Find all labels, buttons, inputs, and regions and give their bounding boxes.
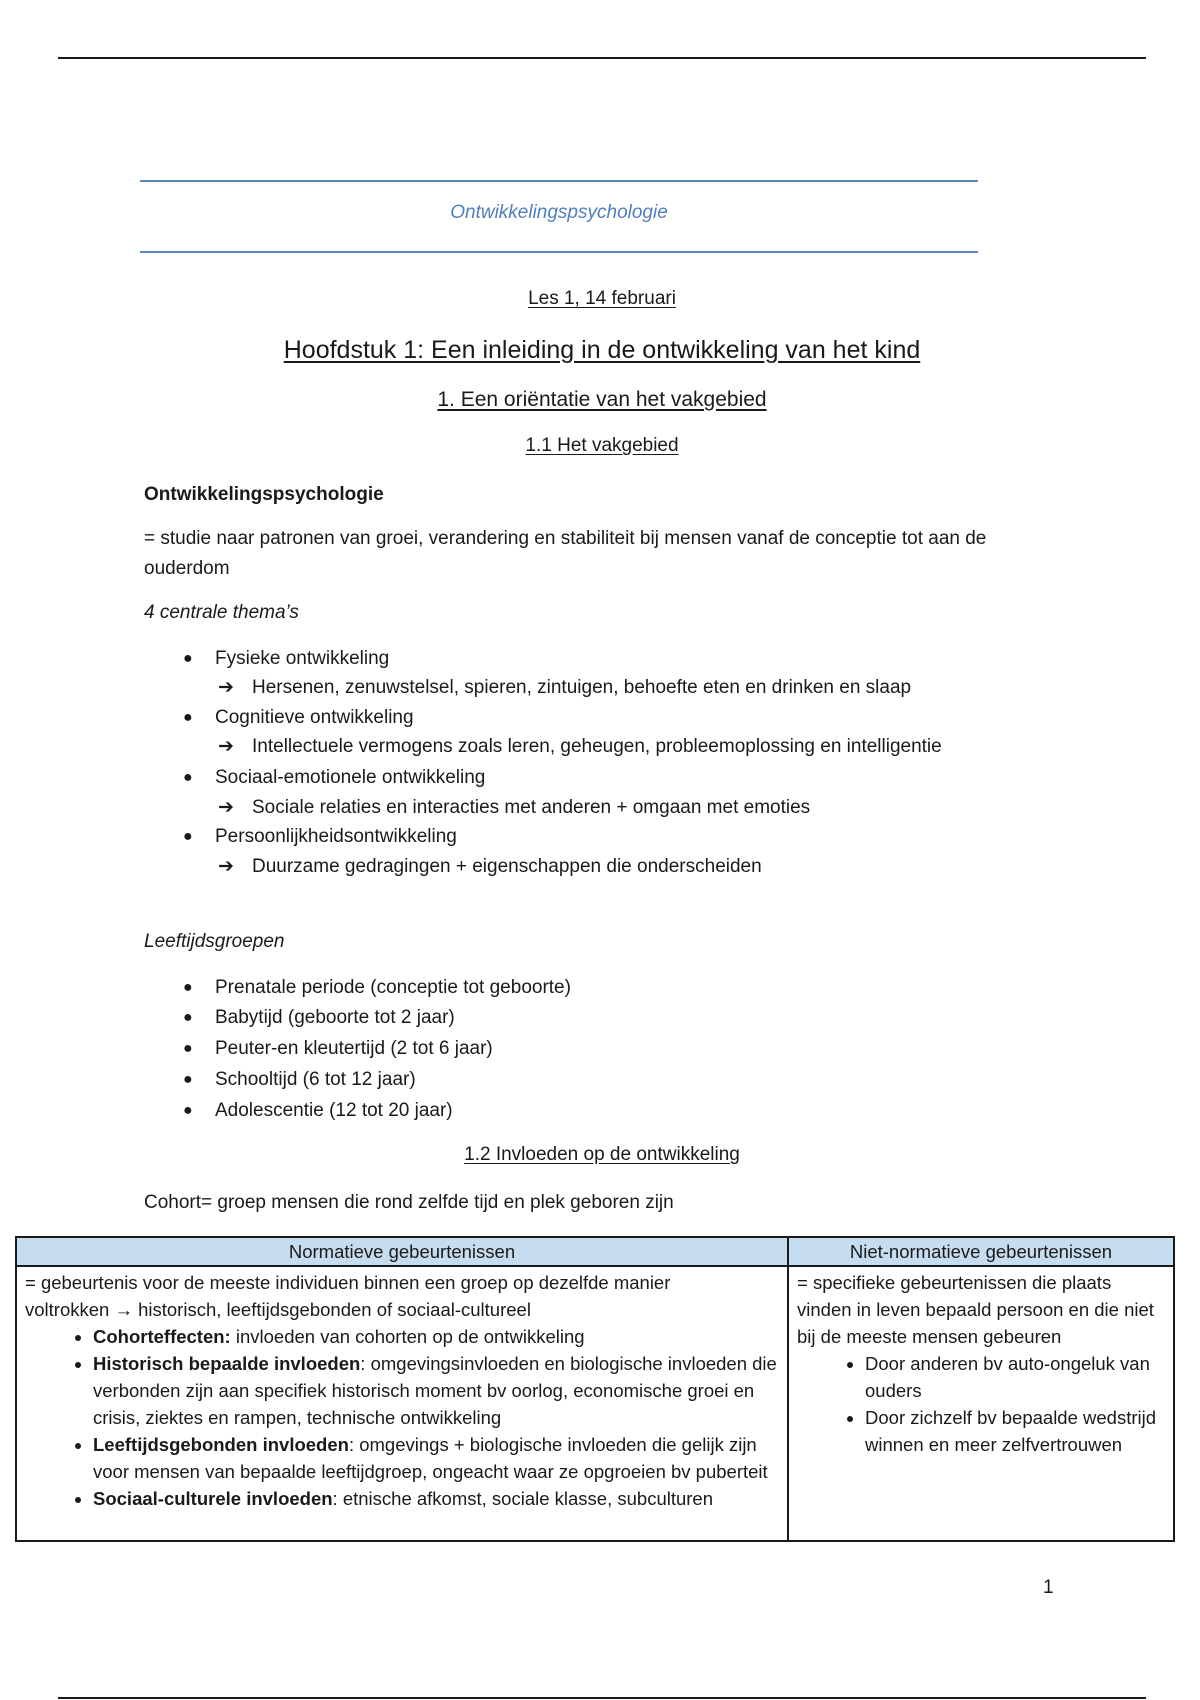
theme-detail <box>218 853 762 881</box>
item-text: : omgevingsinvloeden en biologische invloeden die verbonden zijn aan specifiek historisch moment bv oorlog, economische groei en crisis, ziektes en rampen, technische ontwikkeling <box>93 1353 777 1428</box>
page-number: 1 <box>1043 1577 1054 1598</box>
non-normative-cell <box>788 1266 1174 1541</box>
item-term: Leeftijdsgebonden invloeden <box>93 1434 349 1455</box>
cohort-definition: Cohort= groep mensen die rond zelfde tijd en plek geboren zijn <box>144 1192 674 1213</box>
events-table <box>15 1236 1175 1542</box>
arrow-right-icon: ➔ <box>218 736 234 757</box>
list-item <box>93 1431 779 1485</box>
theme-detail <box>218 733 942 761</box>
section-heading-1-1: 1.1 Het vakgebied <box>525 435 679 456</box>
normative-intro <box>25 1269 779 1323</box>
age-groups-heading: Leeftijdsgroepen <box>144 931 285 952</box>
definition-line-2: ouderdom <box>144 558 230 579</box>
item-term: Cohorteffecten: <box>93 1326 231 1347</box>
top-rule <box>58 57 1146 59</box>
header-rule-top <box>140 180 978 182</box>
header-title: Ontwikkelingspsychologie <box>450 202 668 223</box>
bullet-icon: ● <box>183 828 193 845</box>
list-item <box>93 1485 779 1512</box>
header-rule-bottom <box>140 251 978 253</box>
bullet-icon: ● <box>183 769 193 786</box>
age-group-text: Adolescentie (12 tot 20 jaar) <box>215 1100 453 1121</box>
theme-label: Fysieke ontwikkeling <box>215 648 390 669</box>
bullet-icon: ● <box>183 1102 193 1119</box>
item-term: Historisch bepaalde invloeden <box>93 1353 361 1374</box>
theme-detail-text: Hersenen, zenuwstelsel, spieren, zintuigen, behoefte eten en drinken en slaap <box>252 677 912 698</box>
item-text: : omgevings + biologische invloeden die gelijk zijn voor mensen van bepaalde leeftijdgroep, ongeacht waar ze opgroeien bv puberteit <box>93 1434 768 1482</box>
bullet-icon: ● <box>183 1009 193 1026</box>
lesson-date: Les 1, 14 februari <box>528 288 676 309</box>
theme-label: Persoonlijkheidsontwikkeling <box>215 826 457 847</box>
item-text: : etnische afkomst, sociale klasse, subculturen <box>332 1488 714 1509</box>
section-heading-1: 1. Een oriëntatie van het vakgebied <box>437 388 767 411</box>
list-item: • Door zichzelf bv bepaalde wedstrijd winnen en meer zelfvertrouwen <box>865 1404 1165 1458</box>
themes-heading: 4 centrale thema’s <box>144 602 299 623</box>
term-heading: Ontwikkelingspsychologie <box>144 484 384 505</box>
col-header-non-normative: Niet-normatieve gebeurtenissen <box>788 1237 1174 1266</box>
age-group-text: Peuter-en kleutertijd (2 tot 6 jaar) <box>215 1038 493 1059</box>
theme-detail-text: Duurzame gedragingen + eigenschappen die onderscheiden <box>252 856 762 877</box>
bullet-icon: ● <box>183 1071 193 1088</box>
normative-intro-a: = gebeurtenis voor de meeste individuen binnen een groep op dezelfde manier <box>25 1272 671 1293</box>
arrow-right-icon: ➔ <box>218 856 234 877</box>
bullet-icon: ● <box>183 709 193 726</box>
definition-line-1: = studie naar patronen van groei, verandering en stabiliteit bij mensen vanaf de conceptie tot aan de <box>144 528 987 549</box>
arrow-right-icon: ➔ <box>218 797 234 818</box>
section-heading-1-2: 1.2 Invloeden op de ontwikkeling <box>464 1144 740 1165</box>
normative-intro-c: historisch, leeftijdsgebonden of sociaal-cultureel <box>138 1299 531 1320</box>
theme-detail-text: Sociale relaties en interacties met anderen + omgaan met emoties <box>252 797 811 818</box>
chapter-title: Hoofdstuk 1: Een inleiding in de ontwikkeling van het kind <box>283 336 921 364</box>
list-item <box>93 1350 779 1431</box>
bottom-rule <box>58 1697 1146 1699</box>
arrow-right-icon: ➔ <box>218 677 234 698</box>
item-term: Sociaal-culturele invloeden <box>93 1488 333 1509</box>
bullet-icon: ● <box>183 1040 193 1057</box>
bullet-icon: ● <box>183 650 193 667</box>
theme-label: Cognitieve ontwikkeling <box>215 707 414 728</box>
non-normative-intro: = specifieke gebeurtenissen die plaats vinden in leven bepaald persoon en die niet bij de meeste mensen gebeuren <box>797 1272 1154 1347</box>
arrow-right-icon: → <box>114 1299 133 1320</box>
theme-detail <box>218 794 810 822</box>
non-normative-list <box>797 1350 1165 1458</box>
list-item: • Door anderen bv auto-ongeluk van ouders <box>865 1350 1165 1404</box>
item-text: invloeden van cohorten op de ontwikkeling <box>230 1326 585 1347</box>
age-group-text: Schooltijd (6 tot 12 jaar) <box>215 1069 416 1090</box>
age-group-text: Babytijd (geboorte tot 2 jaar) <box>215 1007 455 1028</box>
list-item <box>93 1323 779 1350</box>
normative-cell <box>16 1266 788 1541</box>
theme-detail-text: Intellectuele vermogens zoals leren, geheugen, probleemoplossing en intelligentie <box>252 736 942 757</box>
normative-list <box>25 1323 779 1512</box>
theme-label: Sociaal-emotionele ontwikkeling <box>215 767 486 788</box>
theme-detail <box>218 674 911 702</box>
normative-intro-b: voltrokken <box>25 1299 110 1320</box>
bullet-icon: ● <box>183 979 193 996</box>
age-group-text: Prenatale periode (conceptie tot geboorte) <box>215 977 571 998</box>
col-header-normative: Normatieve gebeurtenissen <box>16 1237 788 1266</box>
